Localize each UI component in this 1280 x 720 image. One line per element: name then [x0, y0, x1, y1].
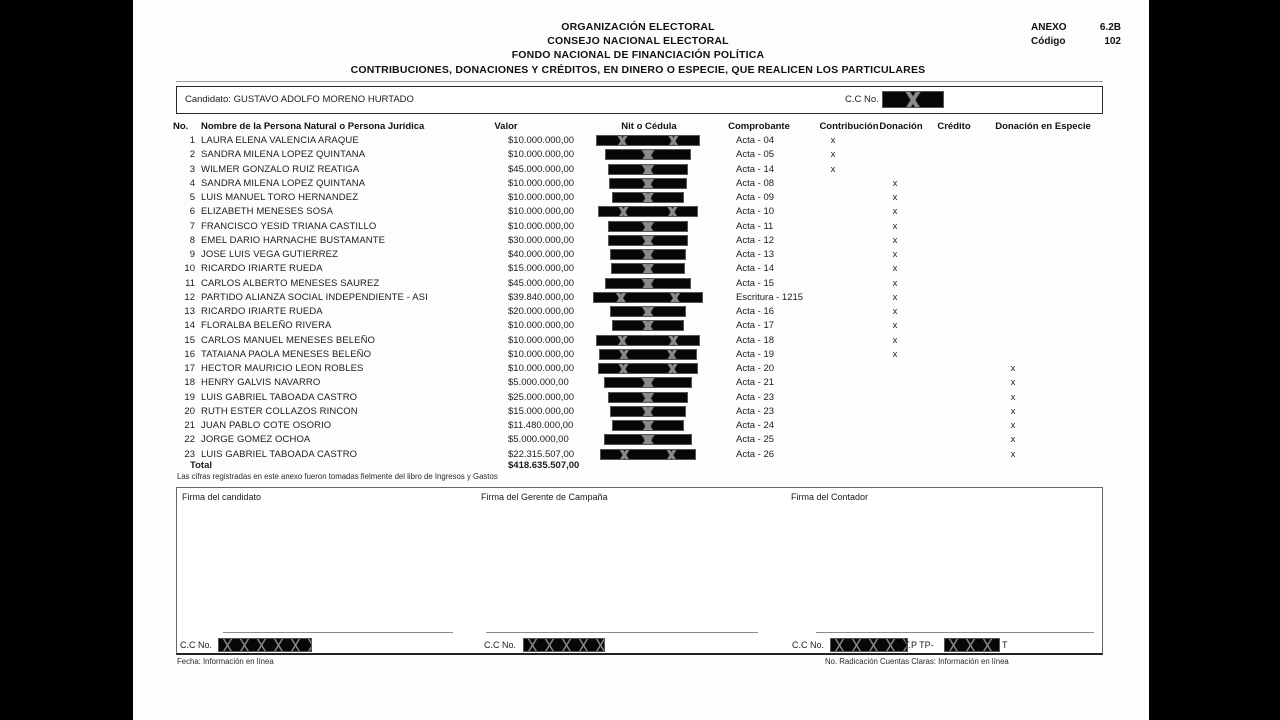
row-valor: $15.000.000,00: [508, 405, 575, 417]
anexo-block: [1031, 22, 1121, 50]
row-comprobante: Acta - 08: [736, 177, 775, 189]
candidate-box: [176, 86, 1103, 114]
row-number: 19: [184, 391, 195, 403]
row-number: 11: [185, 277, 195, 289]
table-row: [133, 135, 1149, 149]
codigo-label: Código: [1031, 36, 1066, 47]
row-valor: $40.000.000,00: [508, 249, 575, 260]
row-nit-redaction: [596, 335, 700, 346]
row-comprobante: Acta - 09: [736, 192, 775, 203]
row-number: 17: [184, 363, 195, 374]
row-name: LUIS GABRIEL TABOADA CASTRO: [201, 448, 358, 460]
table-row: [133, 278, 1149, 292]
row-nit-redaction: [610, 249, 686, 260]
row-mark-especie: x: [1010, 448, 1016, 460]
anexo-label: ANEXO: [1031, 22, 1067, 33]
row-nit-redaction: [596, 135, 700, 146]
document-page: [133, 0, 1149, 720]
row-valor: $10.000.000,00: [508, 177, 575, 189]
signature-line-1: [223, 632, 453, 633]
row-name: LUIS GABRIEL TABOADA CASTRO: [201, 391, 358, 403]
row-valor: $11.480.000,00: [508, 420, 574, 431]
row-mark-donacion: x: [892, 320, 898, 332]
total-label: Total: [190, 460, 212, 471]
row-name: FLORALBA BELEÑO RIVERA: [201, 320, 332, 332]
signature-label-gerente: Firma del Gerente de Campaña: [481, 492, 608, 502]
table-row: [133, 249, 1149, 263]
row-valor: $45.000.000,00: [508, 163, 575, 175]
row-nit-redaction: [598, 363, 698, 374]
row-mark-especie: x: [1010, 363, 1016, 374]
row-number: 10: [184, 263, 195, 275]
row-number: 20: [184, 405, 195, 417]
table-row: [133, 349, 1149, 363]
row-number: 21: [184, 420, 195, 431]
row-valor: $30.000.000,00: [508, 234, 575, 246]
table-row: [133, 178, 1149, 192]
row-mark-contribucion: x: [830, 135, 836, 146]
col-header-contribucion: Contribución: [819, 121, 879, 132]
table-row: [133, 292, 1149, 306]
row-number: 7: [189, 220, 195, 232]
row-valor: $10.000.000,00: [508, 320, 575, 332]
row-number: 9: [189, 249, 195, 260]
row-number: 13: [184, 306, 195, 317]
anexo-value: 6.2B: [1099, 22, 1121, 33]
table-row: [133, 235, 1149, 249]
row-number: 6: [189, 206, 195, 218]
candidate-cc-label: C.C No.: [845, 94, 879, 105]
row-nit-redaction: [608, 164, 688, 175]
row-comprobante: Acta - 23: [736, 391, 775, 403]
row-comprobante: Acta - 26: [736, 448, 775, 460]
row-valor: $5.000.000,00: [508, 377, 569, 389]
row-valor: $10.000.000,00: [508, 206, 575, 218]
row-number: 18: [184, 377, 195, 389]
row-number: 16: [184, 348, 195, 360]
tp-label: T.P TP-: [904, 640, 934, 650]
row-comprobante: Acta - 10: [736, 206, 775, 218]
row-nit-redaction: [612, 320, 684, 331]
row-nit-redaction: [608, 221, 688, 232]
row-name: RICARDO IRIARTE RUEDA: [201, 306, 323, 317]
row-comprobante: Acta - 16: [736, 306, 775, 317]
row-valor: $10.000.000,00: [508, 363, 575, 374]
col-header-donacion-especie: Donación en Especie: [995, 121, 1091, 132]
row-mark-donacion: x: [892, 291, 898, 303]
row-nit-redaction: [608, 392, 688, 403]
row-name: FRANCISCO YESID TRIANA CASTILLO: [201, 220, 377, 232]
row-comprobante: Acta - 05: [736, 149, 775, 161]
row-name: TATAIANA PAOLA MENESES BELEÑO: [201, 348, 372, 360]
cc-redaction-2: [523, 638, 605, 652]
row-valor: $25.000.000,00: [508, 391, 575, 403]
org-line-3: FONDO NACIONAL DE FINANCIACIÓN POLÍTICA: [511, 49, 765, 61]
form-title: CONTRIBUCIONES, DONACIONES Y CRÉDITOS, EN DINERO O ESPECIE, QUE REALICEN LOS PARTICULARES: [350, 64, 926, 76]
row-valor: $20.000.000,00: [508, 306, 575, 317]
row-comprobante: Acta - 21: [736, 377, 775, 389]
row-comprobante: Acta - 19: [736, 348, 775, 360]
row-valor: $45.000.000,00: [508, 277, 575, 289]
row-mark-especie: x: [1010, 434, 1016, 446]
cc-label-3: C.C No.: [792, 640, 825, 650]
row-comprobante: Acta - 15: [736, 277, 775, 289]
row-name: EMEL DARIO HARNACHE BUSTAMANTE: [201, 234, 386, 246]
row-valor: $10.000.000,00: [508, 334, 575, 346]
row-number: 4: [189, 177, 195, 189]
certification-note: Las cifras registradas en este anexo fueron tomadas fielmente del libro de Ingresos y Gastos: [177, 472, 498, 481]
table-row: [133, 320, 1149, 334]
row-mark-donacion: x: [892, 249, 898, 260]
row-mark-especie: x: [1010, 420, 1016, 431]
header-divider: [176, 81, 1103, 82]
table-row: [133, 221, 1149, 235]
footer-radicacion: No. Radicación Cuentas Claras: Información en línea: [825, 657, 1009, 666]
row-name: LUIS MANUEL TORO HERNANDEZ: [201, 192, 359, 203]
col-header-donacion: Donación: [879, 121, 923, 132]
org-line-2: CONSEJO NACIONAL ELECTORAL: [547, 35, 729, 47]
col-header-nit: Nit o Cédula: [621, 121, 677, 132]
row-valor: $10.000.000,00: [508, 135, 575, 146]
table-row: [133, 306, 1149, 320]
row-comprobante: Acta - 14: [736, 263, 775, 275]
row-nit-redaction: [611, 263, 685, 274]
row-name: SANDRA MILENA LOPEZ QUINTANA: [201, 177, 366, 189]
tp-redaction: [944, 638, 1000, 652]
row-mark-donacion: x: [892, 220, 898, 232]
row-comprobante: Acta - 18: [736, 334, 775, 346]
row-number: 15: [184, 334, 195, 346]
row-name: JORGE GOMEZ OCHOA: [201, 434, 311, 446]
row-name: RUTH ESTER COLLAZOS RINCON: [201, 405, 358, 417]
row-nit-redaction: [608, 235, 688, 246]
row-mark-donacion: x: [892, 348, 898, 360]
org-line-1: ORGANIZACIÓN ELECTORAL: [561, 21, 715, 33]
table-row: [133, 149, 1149, 163]
row-valor: $15.000.000,00: [508, 263, 575, 275]
row-nit-redaction: [593, 292, 703, 303]
cc-row: [177, 638, 1102, 652]
row-name: ELIZABETH MENESES SOSA: [201, 206, 334, 218]
row-valor: $10.000.000,00: [508, 220, 575, 232]
row-valor: $22.315.507,00: [508, 448, 575, 460]
row-comprobante: Acta - 20: [736, 363, 775, 374]
row-mark-especie: x: [1010, 377, 1016, 389]
row-name: HENRY GALVIS NAVARRO: [201, 377, 321, 389]
row-valor: $10.000.000,00: [508, 149, 575, 161]
row-comprobante: Acta - 14: [736, 163, 775, 175]
row-mark-donacion: x: [892, 306, 898, 317]
col-header-name: Nombre de la Persona Natural o Persona Jurídica: [201, 121, 425, 132]
row-nit-redaction: [610, 406, 686, 417]
table-row: [133, 377, 1149, 391]
col-header-credito: Crédito: [937, 121, 971, 132]
row-nit-redaction: [612, 420, 684, 431]
table-row: [133, 363, 1149, 377]
row-name: RICARDO IRIARTE RUEDA: [201, 263, 323, 275]
table-row: [133, 449, 1149, 463]
row-mark-donacion: x: [892, 334, 898, 346]
row-name: WILMER GONZALO RUIZ REATIGA: [201, 163, 360, 175]
signature-line-3: [816, 632, 1094, 633]
col-header-no: No.: [173, 121, 189, 132]
row-mark-donacion: x: [892, 263, 898, 275]
row-comprobante: Acta - 17: [736, 320, 775, 332]
col-header-comprobante: Comprobante: [728, 121, 790, 132]
row-nit-redaction: [605, 149, 691, 160]
row-mark-donacion: x: [892, 277, 898, 289]
candidate-cc-redaction: [882, 91, 944, 108]
signature-line-2: [486, 632, 758, 633]
row-comprobante: Acta - 12: [736, 234, 775, 246]
row-mark-donacion: x: [892, 234, 898, 246]
total-value: $418.635.507,00: [508, 460, 580, 471]
table-row: [133, 206, 1149, 220]
row-number: 1: [189, 135, 195, 146]
table-row: [133, 392, 1149, 406]
table-row: [133, 420, 1149, 434]
table-row: [133, 406, 1149, 420]
cc-label-1: C.C No.: [180, 640, 213, 650]
table-row: [133, 263, 1149, 277]
cc-redaction-1: [218, 638, 312, 652]
row-mark-contribucion: x: [830, 163, 836, 175]
footer-fecha: Fecha: Información en línea: [177, 657, 274, 666]
table-row: [133, 164, 1149, 178]
col-header-valor: Valor: [494, 121, 518, 132]
candidate-name: Candidato: GUSTAVO ADOLFO MORENO HURTADO: [185, 94, 414, 105]
row-comprobante: Acta - 25: [736, 434, 775, 446]
row-mark-donacion: x: [892, 177, 898, 189]
row-name: JOSE LUIS VEGA GUTIERREZ: [201, 249, 339, 260]
row-number: 22: [184, 434, 195, 446]
cc-redaction-3: [830, 638, 908, 652]
row-name: HECTOR MAURICIO LEON ROBLES: [201, 363, 364, 374]
row-nit-redaction: [599, 349, 697, 360]
row-number: 14: [184, 320, 195, 332]
cc-label-2: C.C No.: [484, 640, 517, 650]
row-nit-redaction: [609, 178, 687, 189]
signature-label-candidato: Firma del candidato: [182, 492, 262, 502]
row-number: 12: [184, 291, 195, 303]
row-valor: $5.000.000,00: [508, 434, 569, 446]
table-row: [133, 335, 1149, 349]
signature-box: [176, 487, 1103, 655]
row-number: 8: [189, 234, 195, 246]
row-number: 5: [189, 192, 195, 203]
row-comprobante: Acta - 23: [736, 405, 775, 417]
row-nit-redaction: [604, 377, 692, 388]
row-comprobante: Acta - 13: [736, 249, 775, 260]
codigo-value: 102: [1104, 36, 1121, 47]
row-name: JUAN PABLO COTE OSORIO: [201, 420, 332, 431]
row-mark-especie: x: [1010, 391, 1016, 403]
row-comprobante: Escritura - 1215: [736, 291, 804, 303]
row-name: LAURA ELENA VALENCIA ARAQUE: [201, 135, 359, 146]
row-name: PARTIDO ALIANZA SOCIAL INDEPENDIENTE - ASI: [201, 291, 428, 303]
table-row: [133, 434, 1149, 448]
row-number: 3: [189, 163, 195, 175]
row-comprobante: Acta - 24: [736, 420, 775, 431]
row-valor: $10.000.000,00: [508, 192, 575, 203]
tp-suffix: T: [1002, 640, 1008, 650]
row-nit-redaction: [612, 192, 684, 203]
row-number: 23: [184, 448, 195, 460]
row-nit-redaction: [604, 434, 692, 445]
row-comprobante: Acta - 04: [736, 135, 775, 146]
row-number: 2: [189, 149, 195, 161]
row-mark-contribucion: x: [830, 149, 836, 161]
row-name: CARLOS MANUEL MENESES BELEÑO: [201, 334, 376, 346]
row-mark-donacion: x: [892, 192, 898, 203]
row-mark-donacion: x: [892, 206, 898, 218]
row-nit-redaction: [598, 206, 698, 217]
row-nit-redaction: [605, 278, 691, 289]
table-row: [133, 192, 1149, 206]
row-nit-redaction: [610, 306, 686, 317]
row-name: CARLOS ALBERTO MENESES SAUREZ: [201, 277, 380, 289]
row-valor: $10.000.000,00: [508, 348, 575, 360]
row-name: SANDRA MILENA LOPEZ QUINTANA: [201, 149, 366, 161]
row-mark-especie: x: [1010, 405, 1016, 417]
row-nit-redaction: [600, 449, 696, 460]
signature-label-contador: Firma del Contador: [791, 492, 869, 502]
row-comprobante: Acta - 11: [736, 220, 774, 232]
row-valor: $39.840.000,00: [508, 291, 575, 303]
